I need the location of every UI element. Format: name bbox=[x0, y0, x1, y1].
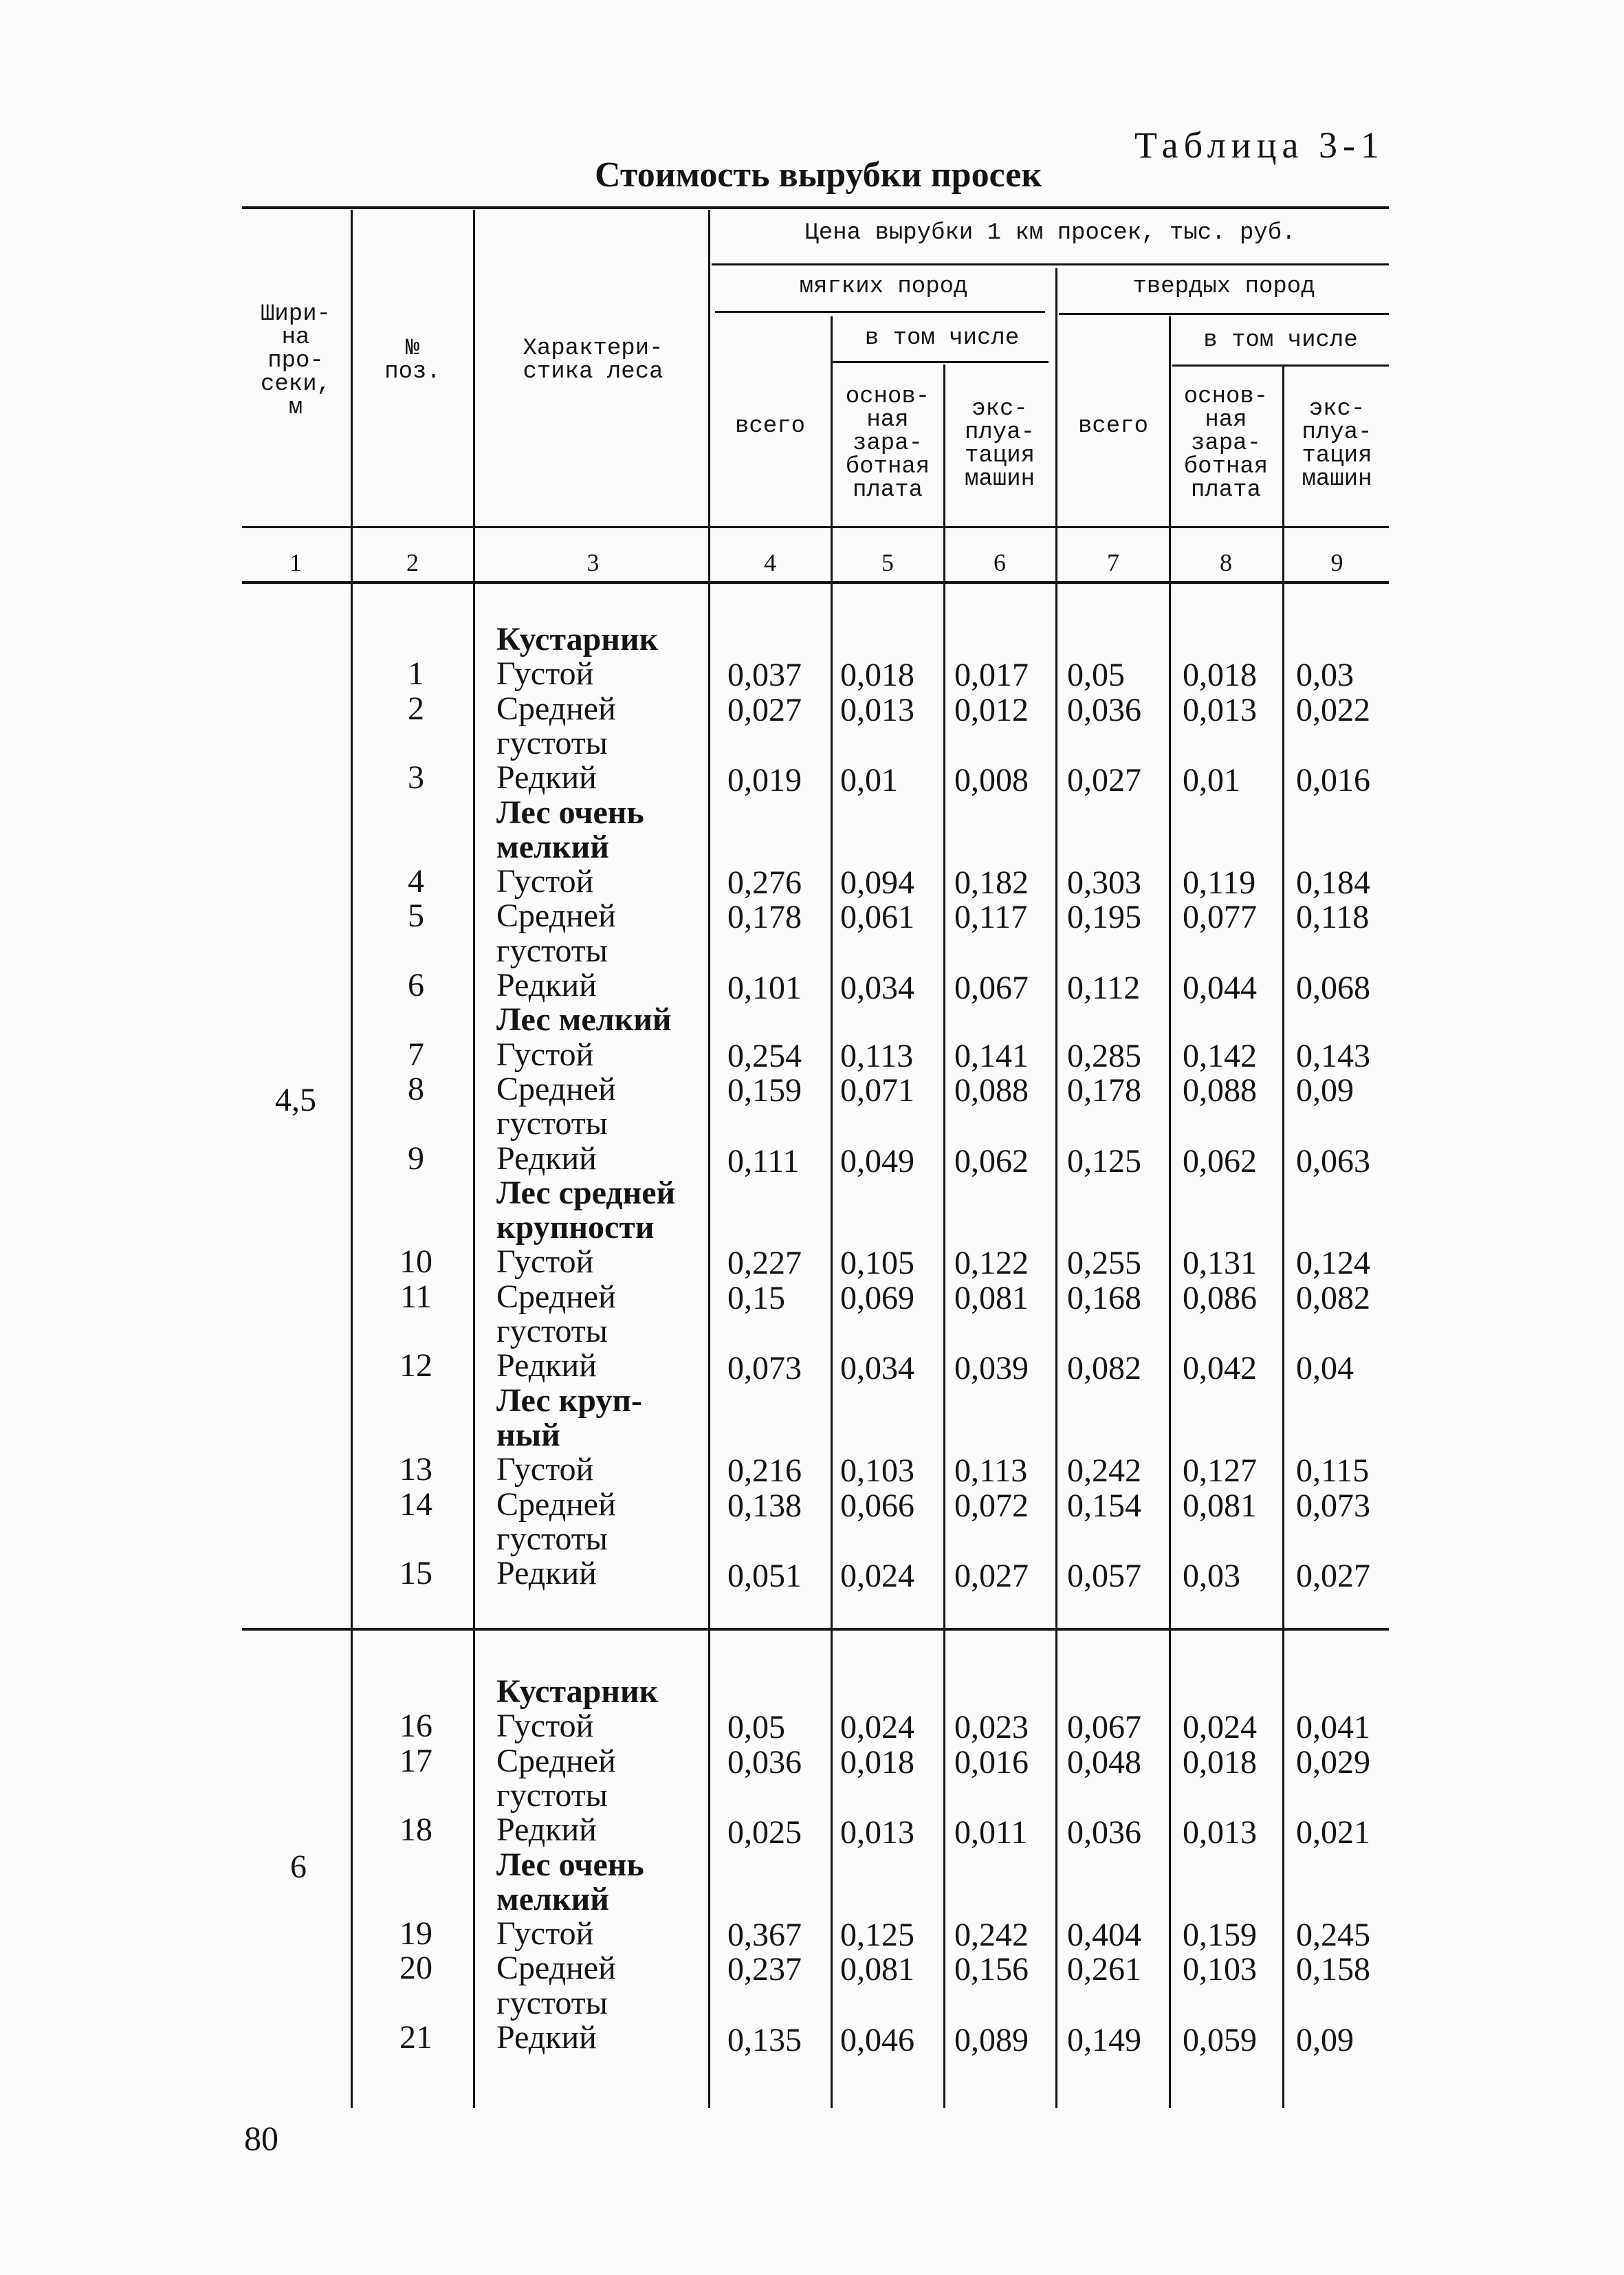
row-characteristic: Средней bbox=[496, 1950, 616, 1987]
cell-value: 0,216 bbox=[727, 1452, 802, 1490]
colnum-5: 5 bbox=[881, 549, 894, 576]
cell-value: 0,081 bbox=[954, 1279, 1029, 1316]
header-characteristic: Характери- стика леса bbox=[523, 336, 663, 385]
cell-value: 0,018 bbox=[840, 657, 914, 694]
section-width-1: 4,5 bbox=[275, 1082, 316, 1118]
cell-value: 0,069 bbox=[840, 1279, 914, 1316]
row-position: 17 bbox=[399, 1742, 432, 1779]
cell-value: 0,013 bbox=[1183, 691, 1257, 728]
rule-soft-under bbox=[715, 311, 1045, 313]
cell-value: 0,227 bbox=[727, 1245, 802, 1282]
row-characteristic: Густой bbox=[496, 1708, 594, 1745]
cell-value: 0,276 bbox=[727, 864, 802, 902]
cell-value: 0,04 bbox=[1296, 1350, 1354, 1387]
cell-value: 0,027 bbox=[1296, 1558, 1370, 1595]
cell-value: 0,118 bbox=[1296, 899, 1370, 936]
row-position: 13 bbox=[399, 1451, 432, 1488]
colnum-2: 2 bbox=[406, 549, 419, 576]
cell-value: 0,178 bbox=[1067, 1071, 1141, 1109]
cell-value: 0,082 bbox=[1067, 1350, 1141, 1387]
name-continuation: густоты bbox=[496, 1776, 608, 1814]
cell-value: 0,125 bbox=[1067, 1142, 1141, 1179]
cell-value: 0,072 bbox=[954, 1487, 1029, 1524]
cell-value: 0,404 bbox=[1067, 1917, 1141, 1954]
row-position: 18 bbox=[399, 1811, 432, 1849]
cell-value: 0,071 bbox=[840, 1071, 914, 1109]
cell-value: 0,168 bbox=[1067, 1279, 1141, 1316]
row-characteristic: Редкий bbox=[496, 1140, 597, 1177]
rule-price-under bbox=[712, 263, 1389, 265]
row-position: 15 bbox=[399, 1555, 432, 1592]
row-position: 16 bbox=[399, 1708, 432, 1745]
cell-value: 0,103 bbox=[1183, 1951, 1257, 1988]
cell-value: 0,039 bbox=[954, 1350, 1029, 1387]
vrule-4 bbox=[831, 316, 833, 2108]
cell-value: 0,012 bbox=[954, 691, 1029, 728]
cell-value: 0,066 bbox=[840, 1487, 914, 1524]
cell-value: 0,034 bbox=[840, 970, 914, 1006]
cell-value: 0,057 bbox=[1067, 1558, 1141, 1595]
header-pos: № поз. bbox=[384, 336, 441, 385]
cell-value: 0,063 bbox=[1296, 1142, 1370, 1179]
vrule-2 bbox=[473, 210, 475, 2108]
cell-value: 0,09 bbox=[1296, 2022, 1354, 2058]
cell-value: 0,062 bbox=[954, 1142, 1029, 1179]
cell-value: 0,255 bbox=[1067, 1245, 1141, 1282]
cell-value: 0,024 bbox=[1183, 1709, 1257, 1746]
cell-value: 0,182 bbox=[954, 864, 1029, 902]
rule-colnum-bottom bbox=[242, 581, 1389, 584]
cell-value: 0,036 bbox=[1067, 691, 1141, 728]
header-wage-hard: основ- ная зара- ботная плата bbox=[1183, 384, 1269, 503]
cell-value: 0,122 bbox=[954, 1245, 1029, 1282]
cell-value: 0,135 bbox=[727, 2022, 802, 2058]
row-position: 12 bbox=[399, 1347, 432, 1384]
cell-value: 0,021 bbox=[1296, 1814, 1370, 1851]
row-characteristic: Редкий bbox=[496, 1811, 597, 1849]
cell-value: 0,141 bbox=[954, 1037, 1029, 1074]
cell-value: 0,016 bbox=[954, 1743, 1029, 1781]
rule-incl-hard-under bbox=[1172, 364, 1389, 367]
cell-value: 0,082 bbox=[1296, 1279, 1370, 1316]
vrule-1 bbox=[351, 210, 353, 2108]
cell-value: 0,067 bbox=[954, 970, 1029, 1006]
cell-value: 0,027 bbox=[727, 691, 802, 728]
group-heading: мелкий bbox=[496, 1880, 609, 1917]
header-wage-soft: основ- ная зара- ботная плата bbox=[845, 384, 930, 503]
table-label: Таблица 3-1 bbox=[1134, 124, 1385, 166]
cell-value: 0,022 bbox=[1296, 691, 1370, 728]
cell-value: 0,042 bbox=[1183, 1350, 1257, 1387]
cell-value: 0,105 bbox=[840, 1245, 914, 1282]
cell-value: 0,024 bbox=[840, 1558, 914, 1595]
vrule-8 bbox=[1282, 364, 1284, 2108]
cell-value: 0,184 bbox=[1296, 864, 1370, 902]
cell-value: 0,029 bbox=[1296, 1743, 1370, 1781]
colnum-8: 8 bbox=[1220, 549, 1232, 576]
row-characteristic: Средней bbox=[496, 1070, 616, 1107]
cell-value: 0,138 bbox=[727, 1487, 802, 1524]
cell-value: 0,143 bbox=[1296, 1037, 1370, 1074]
cell-value: 0,254 bbox=[727, 1037, 802, 1074]
cell-value: 0,303 bbox=[1067, 864, 1141, 902]
cell-value: 0,027 bbox=[954, 1558, 1029, 1595]
cell-value: 0,049 bbox=[840, 1142, 914, 1179]
name-continuation: густоты bbox=[496, 1984, 608, 2021]
group-heading: Лес мелкий bbox=[496, 1001, 672, 1038]
row-characteristic: Средней bbox=[496, 1742, 616, 1779]
cell-value: 0,068 bbox=[1296, 970, 1370, 1006]
cell-value: 0,088 bbox=[954, 1071, 1029, 1109]
row-position: 14 bbox=[399, 1485, 432, 1523]
page-number: 80 bbox=[244, 2119, 278, 2157]
group-heading: Лес средней bbox=[496, 1174, 676, 1211]
row-characteristic: Средней bbox=[496, 1485, 616, 1523]
row-position: 1 bbox=[408, 655, 424, 693]
row-characteristic: Густой bbox=[496, 863, 594, 900]
cell-value: 0,113 bbox=[954, 1452, 1028, 1490]
cell-value: 0,178 bbox=[727, 899, 802, 936]
cell-value: 0,067 bbox=[1067, 1709, 1141, 1746]
section-width-2: 6 bbox=[290, 1849, 307, 1885]
table-title: Стоимость вырубки просек bbox=[595, 155, 1042, 195]
cell-value: 0,081 bbox=[840, 1951, 914, 1988]
header-total-hard: всего bbox=[1077, 413, 1149, 439]
cell-value: 0,019 bbox=[727, 762, 802, 799]
rule-section-divider bbox=[242, 1628, 1389, 1631]
cell-value: 0,077 bbox=[1183, 899, 1257, 936]
row-position: 6 bbox=[408, 967, 424, 1003]
cell-value: 0,041 bbox=[1296, 1709, 1370, 1746]
cell-value: 0,05 bbox=[1067, 657, 1125, 694]
cell-value: 0,088 bbox=[1183, 1071, 1257, 1109]
cell-value: 0,03 bbox=[1183, 1558, 1240, 1595]
cell-value: 0,09 bbox=[1296, 1071, 1354, 1109]
cell-value: 0,03 bbox=[1296, 657, 1354, 694]
name-continuation: густоты bbox=[496, 932, 608, 969]
row-position: 3 bbox=[408, 759, 424, 796]
rule-incl-soft-under bbox=[832, 361, 1049, 363]
row-position: 7 bbox=[408, 1036, 424, 1073]
row-position: 19 bbox=[399, 1915, 432, 1952]
cell-value: 0,15 bbox=[727, 1279, 785, 1316]
rule-top bbox=[242, 206, 1389, 209]
rule-hard-under bbox=[1059, 313, 1389, 315]
name-continuation: густоты bbox=[496, 724, 608, 761]
cell-value: 0,008 bbox=[954, 762, 1029, 799]
cell-value: 0,048 bbox=[1067, 1743, 1141, 1781]
cell-value: 0,115 bbox=[1296, 1452, 1370, 1490]
cell-value: 0,013 bbox=[840, 1814, 914, 1851]
cell-value: 0,111 bbox=[727, 1142, 800, 1179]
row-characteristic: Средней bbox=[496, 690, 616, 727]
cell-value: 0,051 bbox=[727, 1558, 802, 1595]
row-characteristic: Средней bbox=[496, 1278, 616, 1315]
cell-value: 0,05 bbox=[727, 1709, 785, 1746]
cell-value: 0,119 bbox=[1183, 864, 1256, 902]
cell-value: 0,018 bbox=[840, 1743, 914, 1781]
header-machines-hard: экс- плуа- тация машин bbox=[1302, 396, 1372, 492]
cell-value: 0,159 bbox=[1183, 1917, 1257, 1954]
header-incl-hard: в том числе bbox=[1203, 327, 1358, 353]
group-heading: Кустарник bbox=[496, 621, 659, 657]
header-hard: твердых пород bbox=[1132, 274, 1315, 300]
row-characteristic: Густой bbox=[496, 655, 594, 693]
cell-value: 0,018 bbox=[1183, 657, 1257, 694]
row-characteristic: Редкий bbox=[496, 2019, 597, 2056]
group-heading: мелкий bbox=[496, 828, 609, 865]
rule-header-bottom bbox=[242, 526, 1389, 528]
cell-value: 0,159 bbox=[727, 1071, 802, 1109]
cell-value: 0,154 bbox=[1067, 1487, 1141, 1524]
row-characteristic: Густой bbox=[496, 1243, 594, 1281]
row-characteristic: Редкий bbox=[496, 759, 597, 796]
cell-value: 0,086 bbox=[1183, 1279, 1257, 1316]
cell-value: 0,023 bbox=[954, 1709, 1029, 1746]
row-characteristic: Средней bbox=[496, 897, 616, 935]
cell-value: 0,124 bbox=[1296, 1245, 1370, 1282]
row-position: 8 bbox=[408, 1070, 424, 1107]
header-width: Шири- на про- секи, м bbox=[260, 301, 331, 421]
cell-value: 0,156 bbox=[954, 1951, 1029, 1988]
row-position: 9 bbox=[408, 1140, 424, 1177]
cell-value: 0,034 bbox=[840, 1350, 914, 1387]
cell-value: 0,125 bbox=[840, 1917, 914, 1954]
cell-value: 0,013 bbox=[1183, 1814, 1257, 1851]
cell-value: 0,046 bbox=[840, 2022, 914, 2058]
row-position: 4 bbox=[408, 863, 424, 900]
cell-value: 0,195 bbox=[1067, 899, 1141, 936]
cell-value: 0,112 bbox=[1067, 970, 1141, 1006]
colnum-1: 1 bbox=[289, 549, 302, 576]
cell-value: 0,061 bbox=[840, 899, 914, 936]
cell-value: 0,081 bbox=[1183, 1487, 1257, 1524]
cell-value: 0,149 bbox=[1067, 2022, 1141, 2058]
cell-value: 0,113 bbox=[840, 1037, 914, 1074]
cell-value: 0,062 bbox=[1183, 1142, 1257, 1179]
cell-value: 0,103 bbox=[840, 1452, 914, 1490]
vrule-5 bbox=[943, 364, 945, 2108]
cell-value: 0,094 bbox=[840, 864, 914, 902]
cell-value: 0,059 bbox=[1183, 2022, 1257, 2058]
header-price: Цена вырубки 1 км просек, тыс. руб. bbox=[804, 220, 1296, 246]
header-incl-soft: в том числе bbox=[864, 325, 1020, 351]
name-continuation: густоты bbox=[496, 1313, 608, 1349]
cell-value: 0,117 bbox=[954, 899, 1028, 936]
header-machines-soft: экс- плуа- тация машин bbox=[964, 396, 1035, 492]
colnum-9: 9 bbox=[1330, 549, 1343, 576]
vrule-3 bbox=[708, 210, 710, 2108]
cell-value: 0,011 bbox=[954, 1814, 1028, 1851]
cell-value: 0,131 bbox=[1183, 1245, 1257, 1282]
cell-value: 0,158 bbox=[1296, 1951, 1370, 1988]
cell-value: 0,285 bbox=[1067, 1037, 1141, 1074]
row-position: 5 bbox=[408, 897, 424, 935]
cell-value: 0,367 bbox=[727, 1917, 802, 1954]
row-position: 21 bbox=[399, 2019, 432, 2056]
cell-value: 0,237 bbox=[727, 1951, 802, 1988]
row-characteristic: Редкий bbox=[496, 1555, 597, 1592]
cell-value: 0,017 bbox=[954, 657, 1029, 694]
group-heading: крупности bbox=[496, 1209, 655, 1246]
cell-value: 0,044 bbox=[1183, 970, 1257, 1006]
group-heading: Лес круп- bbox=[496, 1382, 642, 1419]
cell-value: 0,025 bbox=[727, 1814, 802, 1851]
cell-value: 0,027 bbox=[1067, 762, 1141, 799]
row-characteristic: Редкий bbox=[496, 1347, 597, 1384]
cell-value: 0,013 bbox=[840, 691, 914, 728]
cell-value: 0,127 bbox=[1183, 1452, 1257, 1490]
cell-value: 0,089 bbox=[954, 2022, 1029, 2058]
cell-value: 0,142 bbox=[1183, 1037, 1257, 1074]
row-position: 20 bbox=[399, 1950, 432, 1987]
cell-value: 0,242 bbox=[954, 1917, 1029, 1954]
cell-value: 0,261 bbox=[1067, 1951, 1141, 1988]
cell-value: 0,245 bbox=[1296, 1917, 1370, 1954]
cell-value: 0,036 bbox=[1067, 1814, 1141, 1851]
row-characteristic: Густой bbox=[496, 1451, 594, 1488]
header-soft: мягких пород bbox=[799, 274, 968, 300]
cell-value: 0,036 bbox=[727, 1743, 802, 1781]
cell-value: 0,073 bbox=[1296, 1487, 1370, 1524]
colnum-7: 7 bbox=[1107, 549, 1119, 576]
vrule-7 bbox=[1169, 316, 1171, 2108]
name-continuation: густоты bbox=[496, 1520, 608, 1557]
cell-value: 0,016 bbox=[1296, 762, 1370, 799]
group-heading: Лес очень bbox=[496, 1846, 644, 1883]
cell-value: 0,242 bbox=[1067, 1452, 1141, 1490]
cell-value: 0,024 bbox=[840, 1709, 914, 1746]
header-total-soft: всего bbox=[734, 413, 806, 439]
row-position: 2 bbox=[408, 690, 424, 727]
row-position: 10 bbox=[399, 1243, 432, 1281]
row-characteristic: Густой bbox=[496, 1036, 594, 1073]
cell-value: 0,037 bbox=[727, 657, 802, 694]
group-heading: Лес очень bbox=[496, 794, 644, 831]
colnum-6: 6 bbox=[994, 549, 1006, 576]
cell-value: 0,018 bbox=[1183, 1743, 1257, 1781]
cell-value: 0,073 bbox=[727, 1350, 802, 1387]
name-continuation: густоты bbox=[496, 1105, 608, 1142]
group-heading: ный bbox=[496, 1416, 560, 1453]
row-characteristic: Редкий bbox=[496, 967, 597, 1003]
group-heading: Кустарник bbox=[496, 1673, 659, 1710]
row-characteristic: Густой bbox=[496, 1915, 594, 1952]
colnum-4: 4 bbox=[764, 549, 776, 576]
colnum-3: 3 bbox=[586, 549, 600, 576]
vrule-6 bbox=[1055, 268, 1057, 2108]
cell-value: 0,01 bbox=[840, 762, 898, 799]
row-position: 11 bbox=[399, 1278, 432, 1315]
cell-value: 0,01 bbox=[1183, 762, 1240, 799]
cell-value: 0,101 bbox=[727, 970, 802, 1006]
